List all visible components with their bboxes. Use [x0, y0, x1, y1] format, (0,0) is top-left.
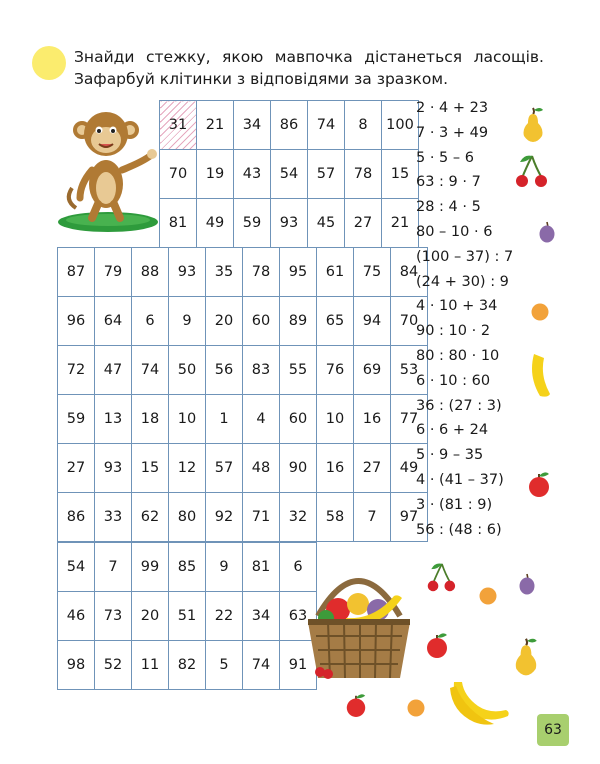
grid-cell[interactable]: 55 [280, 346, 317, 395]
grid-cell[interactable]: 78 [243, 248, 280, 297]
grid-cell[interactable]: 11 [132, 641, 169, 690]
grid-cell[interactable]: 76 [317, 346, 354, 395]
grid-cell[interactable]: 80 [169, 493, 206, 542]
grid-cell[interactable]: 52 [95, 641, 132, 690]
expression-item: 6 · 10 : 60 [416, 372, 491, 389]
grid-cell[interactable]: 9 [169, 297, 206, 346]
expression-item: 36 : (27 : 3) [416, 397, 502, 414]
banana-icon [526, 352, 552, 400]
grid-row [58, 592, 317, 641]
grid-cell[interactable]: 10 [169, 395, 206, 444]
grid-cell[interactable]: 9 [206, 543, 243, 592]
grid-row [58, 395, 428, 444]
grid-cell[interactable]: 48 [243, 444, 280, 493]
plum-icon [538, 220, 556, 244]
grid-cell[interactable]: 81 [243, 543, 280, 592]
banana-icon [448, 678, 512, 726]
grid-cell[interactable]: 21 [197, 101, 234, 150]
grid-row [58, 248, 428, 297]
expression-item: 7 · 3 + 49 [416, 124, 489, 141]
grid-cell[interactable]: 78 [345, 150, 382, 199]
grid-cell[interactable]: 46 [58, 592, 95, 641]
grid-cell[interactable]: 34 [243, 592, 280, 641]
grid-cell[interactable]: 6 [132, 297, 169, 346]
cherries-icon [426, 562, 456, 594]
grid-cell[interactable]: 65 [317, 297, 354, 346]
expression-item: 80 : 80 · 10 [416, 347, 500, 364]
grid-row [58, 493, 428, 542]
grid-cell[interactable]: 5 [206, 641, 243, 690]
grid-cell[interactable]: 27 [345, 199, 382, 248]
grid-cell[interactable]: 86 [58, 493, 95, 542]
grid-cell[interactable]: 7 [354, 493, 391, 542]
number-grid-bottom [57, 542, 317, 690]
pear-icon [512, 636, 540, 676]
grid-cell[interactable]: 27 [354, 444, 391, 493]
grid-cell[interactable]: 33 [95, 493, 132, 542]
expression-item: 5 · 5 – 6 [416, 149, 474, 166]
grid-cell[interactable]: 10 [317, 395, 354, 444]
grid-cell[interactable]: 96 [58, 297, 95, 346]
grid-cell[interactable]: 58 [317, 493, 354, 542]
grid-cell[interactable]: 94 [354, 297, 391, 346]
expression-item: (100 – 37) : 7 [416, 248, 514, 265]
apricot-icon [406, 698, 426, 718]
apple-icon [424, 630, 450, 660]
grid-cell[interactable]: 63 [280, 592, 317, 641]
grid-row [58, 444, 428, 493]
expression-item: 4 · 10 + 34 [416, 298, 498, 315]
number-grid-main [57, 247, 428, 542]
expression-item: 90 : 10 · 2 [416, 323, 491, 340]
grid-cell[interactable]: 31 [160, 101, 197, 150]
grid-cell[interactable]: 75 [354, 248, 391, 297]
grid-cell[interactable]: 12 [169, 444, 206, 493]
grid-cell[interactable]: 86 [271, 101, 308, 150]
grid-cell[interactable]: 57 [206, 444, 243, 493]
grid-cell[interactable]: 35 [206, 248, 243, 297]
grid-cell[interactable]: 93 [95, 444, 132, 493]
grid-row [160, 101, 419, 150]
expression-item: 6 · 6 + 24 [416, 422, 489, 439]
grid-cell[interactable]: 74 [308, 101, 345, 150]
grid-cell[interactable]: 84 [391, 248, 428, 297]
grid-cell[interactable]: 50 [169, 346, 206, 395]
sun-decoration [32, 46, 66, 80]
grid-cell[interactable]: 85 [169, 543, 206, 592]
grid-cell[interactable]: 74 [243, 641, 280, 690]
page-number: 63 [537, 714, 569, 746]
grid-cell[interactable]: 16 [317, 444, 354, 493]
grid-row [160, 199, 419, 248]
grid-cell[interactable]: 91 [280, 641, 317, 690]
grid-cell[interactable]: 6 [280, 543, 317, 592]
expression-list [416, 96, 526, 542]
grid-cell[interactable]: 70 [391, 297, 428, 346]
pear-icon [520, 106, 546, 142]
grid-cell[interactable]: 27 [58, 444, 95, 493]
apple-icon [344, 692, 368, 718]
grid-cell[interactable]: 60 [280, 395, 317, 444]
grid-cell[interactable]: 16 [354, 395, 391, 444]
grid-cell[interactable]: 100 [382, 101, 419, 150]
grid-cell[interactable]: 92 [206, 493, 243, 542]
grid-cell[interactable]: 19 [197, 150, 234, 199]
grid-cell[interactable]: 13 [95, 395, 132, 444]
instruction-line-1: Знайди стежку, якою мавпочка дістанеться ласощів. [74, 48, 544, 66]
grid-cell[interactable]: 4 [243, 395, 280, 444]
grid-cell[interactable]: 81 [160, 199, 197, 248]
grid-cell[interactable]: 64 [95, 297, 132, 346]
grid-cell[interactable]: 45 [308, 199, 345, 248]
grid-cell[interactable]: 49 [197, 199, 234, 248]
basket-icon [306, 560, 412, 684]
grid-cell[interactable]: 54 [58, 543, 95, 592]
grid-row [58, 346, 428, 395]
grid-cell[interactable]: 95 [280, 248, 317, 297]
grid-cell[interactable]: 77 [391, 395, 428, 444]
grid-cell[interactable]: 57 [308, 150, 345, 199]
instruction-line-2: Зафарбуй клітинки з відповідями за зразком. [74, 70, 449, 88]
grid-cell[interactable]: 15 [382, 150, 419, 199]
grid-cell[interactable]: 59 [58, 395, 95, 444]
grid-cell[interactable]: 51 [169, 592, 206, 641]
grid-cell[interactable]: 82 [169, 641, 206, 690]
expression-item: 80 – 10 · 6 [416, 223, 493, 240]
grid-cell[interactable]: 15 [132, 444, 169, 493]
grid-cell[interactable]: 70 [160, 150, 197, 199]
grid-cell[interactable]: 54 [271, 150, 308, 199]
expression-item: 5 · 9 – 35 [416, 447, 484, 464]
grid-cell[interactable]: 59 [234, 199, 271, 248]
grid-row [160, 150, 419, 199]
grid-cell[interactable]: 74 [132, 346, 169, 395]
grid-cell[interactable]: 98 [58, 641, 95, 690]
grid-cell[interactable]: 22 [206, 592, 243, 641]
grid-cell[interactable]: 71 [243, 493, 280, 542]
expression-item: 28 : 4 · 5 [416, 199, 481, 216]
grid-cell[interactable]: 43 [234, 150, 271, 199]
grid-cell[interactable]: 60 [243, 297, 280, 346]
grid-cell[interactable]: 62 [132, 493, 169, 542]
grid-cell[interactable]: 99 [132, 543, 169, 592]
grid-cell[interactable]: 73 [95, 592, 132, 641]
grid-cell[interactable]: 53 [391, 346, 428, 395]
expression-item: 56 : (48 : 6) [416, 521, 502, 538]
apple-icon [526, 470, 552, 498]
grid-cell[interactable]: 18 [132, 395, 169, 444]
number-grid-top [159, 100, 419, 248]
expression-item: (24 + 30) : 9 [416, 273, 509, 290]
plum-icon [518, 572, 536, 596]
grid-cell[interactable]: 8 [345, 101, 382, 150]
grid-cell[interactable]: 87 [58, 248, 95, 297]
expression-item: 4 · (41 – 37) [416, 471, 504, 488]
grid-row [58, 297, 428, 346]
monkey-icon [56, 108, 168, 234]
grid-row [58, 543, 317, 592]
grid-cell[interactable]: 21 [382, 199, 419, 248]
grid-cell[interactable]: 1 [206, 395, 243, 444]
grid-cell[interactable]: 49 [391, 444, 428, 493]
apricot-icon [478, 586, 498, 606]
grid-cell[interactable]: 20 [132, 592, 169, 641]
grid-cell[interactable]: 89 [280, 297, 317, 346]
grid-cell[interactable]: 97 [391, 493, 428, 542]
cherries-icon [514, 154, 548, 190]
grid-cell[interactable]: 83 [243, 346, 280, 395]
grid-cell[interactable]: 61 [317, 248, 354, 297]
expression-item: 2 · 4 + 23 [416, 100, 489, 116]
grid-cell[interactable]: 69 [354, 346, 391, 395]
apricot-icon [530, 302, 550, 322]
grid-cell[interactable]: 20 [206, 297, 243, 346]
expression-item: 3 · (81 : 9) [416, 496, 493, 513]
grid-cell[interactable]: 7 [95, 543, 132, 592]
task-instructions [74, 46, 544, 90]
grid-cell[interactable]: 88 [132, 248, 169, 297]
grid-cell[interactable]: 56 [206, 346, 243, 395]
grid-cell[interactable]: 79 [95, 248, 132, 297]
grid-cell[interactable]: 47 [95, 346, 132, 395]
grid-cell[interactable]: 93 [271, 199, 308, 248]
grid-cell[interactable]: 72 [58, 346, 95, 395]
grid-row [58, 641, 317, 690]
grid-cell[interactable]: 32 [280, 493, 317, 542]
expression-item: 63 : 9 · 7 [416, 174, 481, 191]
grid-cell[interactable]: 90 [280, 444, 317, 493]
grid-cell[interactable]: 93 [169, 248, 206, 297]
grid-cell[interactable]: 34 [234, 101, 271, 150]
